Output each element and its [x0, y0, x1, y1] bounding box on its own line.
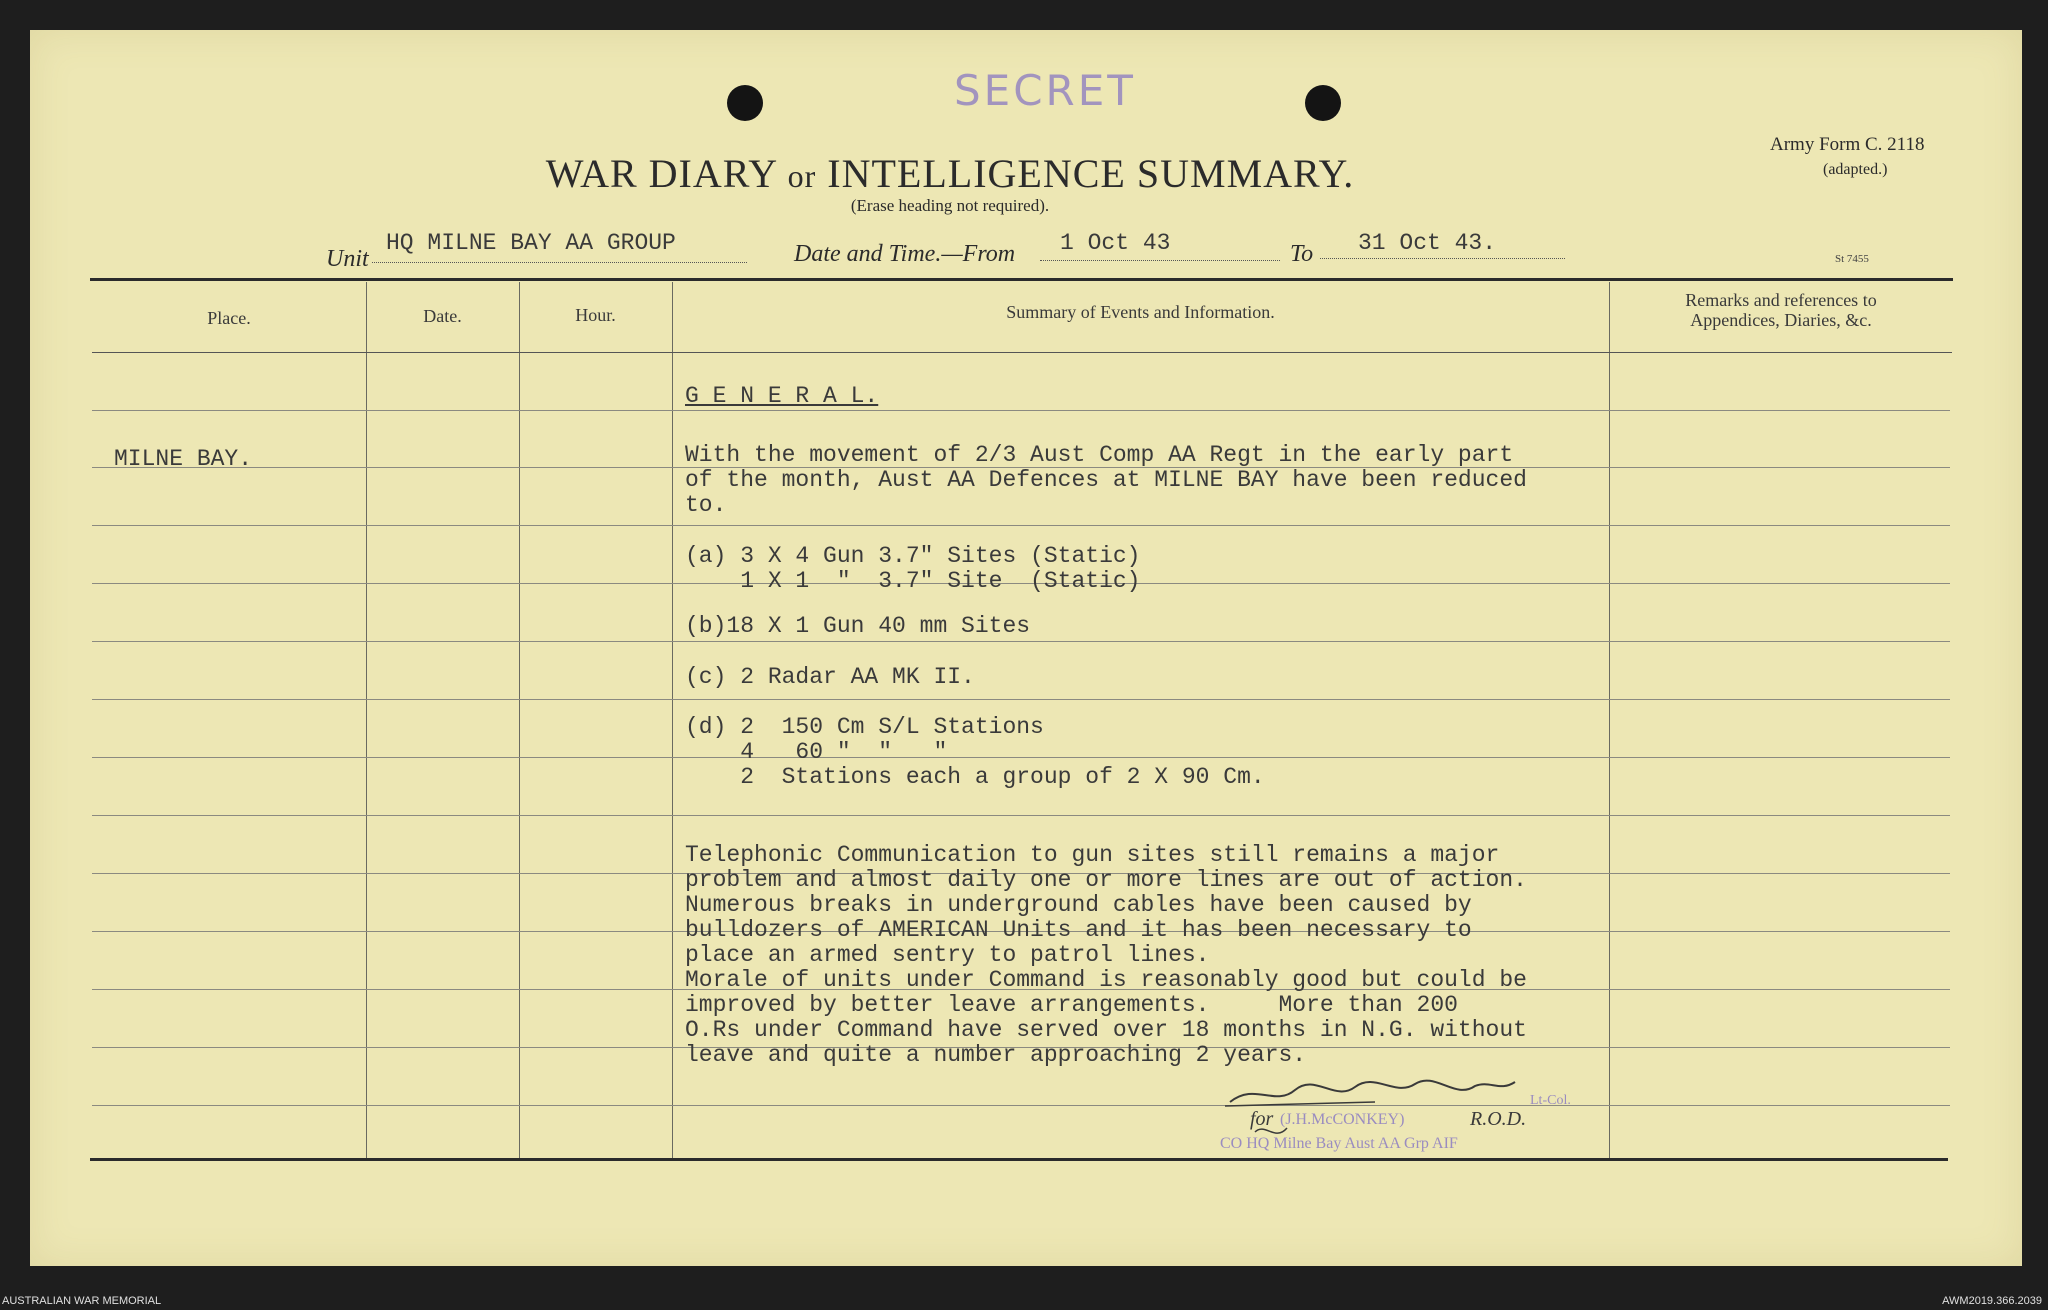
signature-appointment: CO HQ Milne Bay Aust AA Grp AIF — [1220, 1135, 1458, 1152]
stationery-number: St 7455 — [1835, 253, 1869, 265]
signature-for: for — [1250, 1108, 1274, 1130]
col-header-remarks — [1609, 290, 1953, 330]
col-header-remarks-line2: Appendices, Diaries, &c. — [1690, 310, 1872, 330]
to-underline — [1320, 258, 1565, 259]
entry-item-a: (a) 3 X 4 Gun 3.7" Sites (Static) 1 X 1 " 3.7" Site (Static) — [685, 543, 1141, 594]
entry-item-b: (b)18 X 1 Gun 40 mm Sites — [685, 613, 1031, 639]
army-form-number: Army Form C. 2118 — [1770, 134, 1925, 155]
col-divider-summary-remarks — [1609, 282, 1610, 1158]
unit-label: Unit — [326, 246, 369, 272]
entry-intro: With the movement of 2/3 Aust Comp AA Regt in the early part of the month, Aust AA Defences at MILNE BAY have been reduced to. — [685, 442, 1527, 518]
col-header-hour: Hour. — [575, 305, 616, 325]
ruled-line — [92, 699, 1950, 700]
signature-rank: Lt-Col. — [1530, 1093, 1571, 1108]
footer-accession-number: AWM2019.366.2039 — [1942, 1295, 2042, 1307]
ruled-line — [92, 1105, 1950, 1106]
col-header-remarks-line1: Remarks and references to — [1685, 290, 1877, 310]
col-divider-date-hour — [519, 282, 520, 1158]
punch-hole-left — [727, 85, 763, 121]
title-or: or — [787, 158, 817, 194]
to-value: 31 Oct 43. — [1358, 230, 1497, 256]
col-divider-hour-summary — [672, 282, 673, 1158]
form-title — [520, 150, 1380, 197]
table-bottom-rule — [90, 1158, 1948, 1161]
signature-name-stamp: (J.H.McCONKEY) — [1280, 1111, 1405, 1128]
signature-rod: R.O.D. — [1470, 1108, 1527, 1130]
unit-value: HQ MILNE BAY AA GROUP — [386, 230, 676, 256]
punch-hole-right — [1305, 85, 1341, 121]
from-underline — [1040, 260, 1280, 261]
to-label: To — [1290, 241, 1314, 267]
entry-place: MILNE BAY. — [114, 446, 253, 472]
entry-item-c: (c) 2 Radar AA MK II. — [685, 664, 975, 690]
army-form-adapted: (adapted.) — [1823, 161, 1888, 178]
secret-stamp: SECRET — [954, 66, 1136, 115]
header-bottom-rule — [92, 352, 1952, 353]
date-time-label: Date and Time.—From — [794, 241, 1016, 267]
entry-item-d: (d) 2 150 Cm S/L Stations 4 60 " " " 2 Stations each a group of 2 X 90 Cm. — [685, 714, 1265, 790]
title-intelligence-summary: INTELLIGENCE SUMMARY. — [827, 151, 1355, 196]
footer-institution: AUSTRALIAN WAR MEMORIAL — [2, 1295, 162, 1307]
col-header-date: Date. — [423, 306, 462, 326]
ruled-line — [92, 525, 1950, 526]
ruled-line — [92, 410, 1950, 411]
col-header-place: Place. — [207, 308, 251, 328]
ruled-line — [92, 641, 1950, 642]
title-war-diary: WAR DIARY — [545, 151, 777, 196]
form-subtitle: (Erase heading not required). — [850, 196, 1050, 215]
unit-underline — [372, 262, 747, 263]
from-value: 1 Oct 43 — [1060, 230, 1171, 256]
table-top-rule — [90, 278, 1953, 281]
ruled-line — [92, 815, 1950, 816]
entry-paragraph: Telephonic Communication to gun sites still remains a major problem and almost daily one or more lines are out of action. Numerous breaks in underground cables have been caused by bulldozers of AMERICAN Units and it has been necessary to place an armed sentry to patrol lines. Morale of units under Command is reasonably good but could be improved by better leave arrangements. More than 200 O.Rs under Command have served over 18 months in N.G. without leave and quite a number approaching 2 years. — [685, 842, 1527, 1068]
entry-heading: G E N E R A L. — [685, 383, 879, 409]
col-divider-place-date — [366, 282, 367, 1158]
col-header-summary: Summary of Events and Information. — [1006, 302, 1275, 322]
